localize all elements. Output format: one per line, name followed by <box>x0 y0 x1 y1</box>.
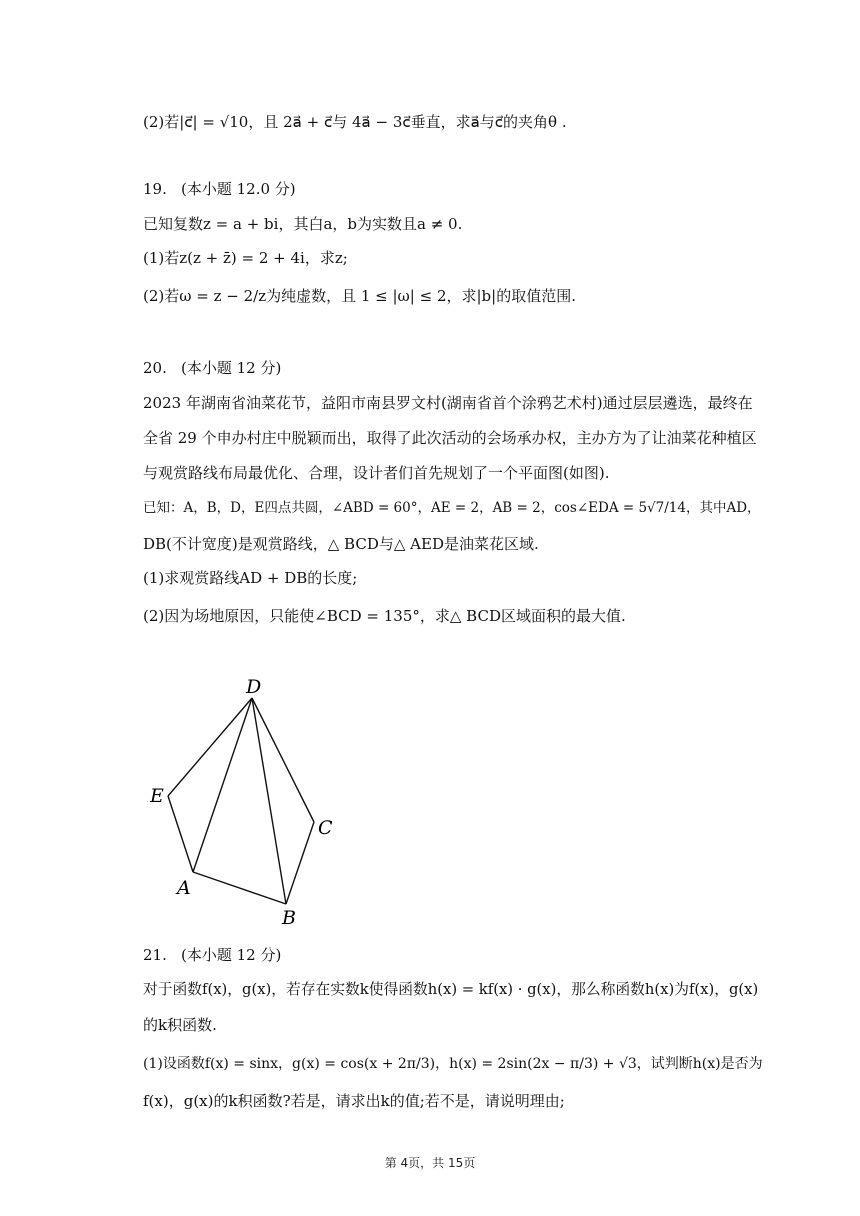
question-number: 21. <box>143 946 167 964</box>
segment-de <box>168 698 252 796</box>
segment-cd <box>252 698 314 822</box>
q20-given-line-1: 已知：A，B，D，E四点共圆，∠ABD = 60°，AE = 2，AB = 2，cos∠EDA = 5√7/14，其中AD， <box>143 500 761 516</box>
label-a: A <box>177 877 191 899</box>
question-score: (本小题 12 分) <box>181 359 282 377</box>
page-footer: 第 4页，共 15页 <box>384 1156 476 1170</box>
question-number: 20. <box>143 359 167 377</box>
q20-given-line-2: DB(不计宽度)是观赏路线，△ BCD与△ AED是油菜花区域. <box>143 535 539 553</box>
q20-heading <box>143 357 281 379</box>
q21-paragraph-line-1: 对于函数f(x)，g(x)，若存在实数k使得函数h(x) = kf(x) · g(x)，那么称函数h(x)为f(x)，g(x) <box>143 981 759 998</box>
segment-ea <box>168 796 193 872</box>
segment-da <box>193 698 252 872</box>
q21-heading <box>143 944 281 966</box>
label-b: B <box>282 907 296 929</box>
q19-heading <box>143 178 296 200</box>
q19-part2: (2)若ω = z − 2/z为纯虚数，且 1 ≤ |ω| ≤ 2，求|b|的取值范围. <box>143 287 576 305</box>
question-score: (本小题 12.0 分) <box>181 180 296 198</box>
q21-part1-line-1: (1)设函数f(x) = sinx，g(x) = cos(x + 2π/3)，h(x) = 2sin(2x − π/3) + √3，试判断h(x)是否为 <box>143 1056 763 1072</box>
segment-bc <box>286 822 314 904</box>
segment-db <box>252 698 286 904</box>
q20-part1: (1)求观赏路线AD + DB的长度; <box>143 569 358 587</box>
question-score: (本小题 12 分) <box>181 946 282 964</box>
q20-paragraph-line-3: 与观赏路线布局最优化、合理，设计者们首先规划了一个平面图(如图). <box>143 464 610 482</box>
label-c: C <box>318 817 333 839</box>
q19-part1: (1)若z(z + z̄) = 2 + 4i，求z; <box>143 249 348 267</box>
label-e: E <box>150 785 164 807</box>
quadrilateral-figure <box>140 668 350 933</box>
q20-paragraph-line-1: 2023 年湖南省油菜花节，益阳市南县罗文村(湖南省首个涂鸦艺术村)通过层层遴选，最终在 <box>143 394 753 412</box>
figure-lines <box>168 698 314 904</box>
q20-part2: (2)因为场地原因，只能使∠BCD = 135°，求△ BCD区域面积的最大值. <box>143 607 626 625</box>
q18-part2: (2)若|c⃗| = √10，且 2a⃗ + c⃗与 4a⃗ − 3c⃗垂直，求a⃗与c⃗的夹角θ . <box>143 113 567 131</box>
q21-part1-line-2: f(x)，g(x)的k积函数?若是，请求出k的值;若不是，请说明理由; <box>143 1092 565 1110</box>
question-number: 19. <box>143 180 167 198</box>
q21-paragraph-line-2: 的k积函数. <box>143 1016 217 1034</box>
q19-intro: 已知复数z = a + bi，其白a，b为实数且a ≠ 0. <box>143 215 463 233</box>
segment-ab <box>193 872 286 904</box>
q20-paragraph-line-2: 全省 29 个申办村庄中脱颖而出，取得了此次活动的会场承办权，主办方为了让油菜花种植区 <box>143 429 757 447</box>
label-d: D <box>246 676 262 698</box>
